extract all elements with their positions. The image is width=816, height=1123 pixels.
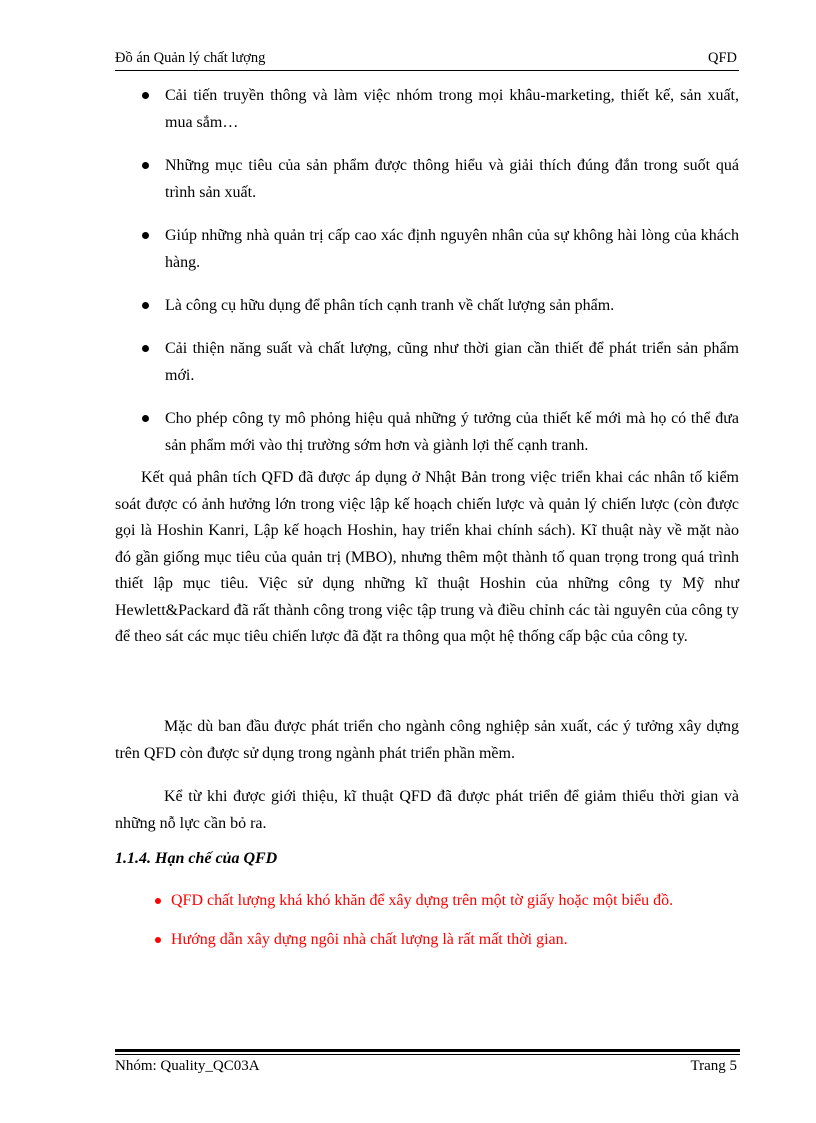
footer-rule-thin [115, 1054, 740, 1055]
paragraph-development: Kể từ khi được giới thiệu, kĩ thuật QFD đã được phát triển để giảm thiểu thời gian và những nỗ lực cần bỏ ra. [115, 788, 739, 832]
header-title: Đồ án Quản lý chất lượng [115, 50, 266, 66]
list-item-text: Cải tiến truyền thông và làm việc nhóm trong mọi khâu-marketing, thiết kế, sản xuất, mua sắm… [165, 87, 739, 131]
list-item-text: Những mục tiêu của sản phẩm được thông hiểu và giải thích đúng đắn trong suốt quá trình sản xuất. [165, 157, 739, 201]
header-rule [115, 70, 739, 71]
list-item-text: Hướng dẫn xây dựng ngôi nhà chất lượng là rất mất thời gian. [171, 931, 568, 948]
bullet-icon [142, 232, 149, 239]
list-item [115, 82, 739, 136]
page-header [115, 50, 737, 70]
list-item [115, 335, 739, 389]
limitations-list [115, 887, 739, 965]
list-item [115, 887, 739, 914]
paragraph-hoshin: Kết quả phân tích QFD đã được áp dụng ở Nhật Bản trong việc triển khai các nhân tố kiểm soát được có ảnh hưởng lớn trong việc lập kế hoạch chiến lược và quản lý chiến lược (còn được gọi là Hoshin Kanri, Lập kế hoạch Hoshin, hay triển khai chính sách). Kĩ thuật này về mặt nào đó gần giống mục tiêu của quản trị (MBO), nhưng thêm một thành tố quan trọng trong quá trình thiết lập mục tiêu. Việc sử dụng những kĩ thuật Hoshin của những công ty Mỹ như Hewlett&Packard đã rất thành công trong việc tập trung và điều chỉnh các tài nguyên của công ty để theo sát các mục tiêu chiến lược đã đặt ra thông qua một hệ thống cấp bậc của công ty. [115, 469, 739, 645]
footer-rule-thick [115, 1049, 740, 1052]
bullet-icon [155, 898, 161, 904]
list-item [115, 222, 739, 276]
list-item-text: Cho phép công ty mô phỏng hiệu quả những ý tưởng của thiết kế mới mà họ có thể đưa sản phẩm mới vào thị trường sớm hơn và giành lợi thế cạnh tranh. [165, 410, 739, 454]
list-item-text: Là công cụ hữu dụng để phân tích cạnh tranh về chất lượng sản phẩm. [165, 297, 615, 314]
bullet-icon [142, 345, 149, 352]
list-item [115, 152, 739, 206]
list-item [115, 405, 739, 459]
bullet-icon [142, 92, 149, 99]
bullet-icon [142, 415, 149, 422]
bullet-icon [142, 302, 149, 309]
list-item-text: Cải thiện năng suất và chất lượng, cũng như thời gian cần thiết để phát triển sản phẩm mới. [165, 340, 739, 384]
paragraph-software: Mặc dù ban đầu được phát triển cho ngành công nghiệp sản xuất, các ý tưởng xây dựng trên QFD còn được sử dụng trong ngành phát triển phần mềm. [115, 718, 739, 762]
list-item [115, 292, 739, 319]
footer-group: Nhóm: Quality_QC03A [115, 1058, 260, 1074]
page-number: Trang 5 [690, 1058, 737, 1074]
benefits-list [115, 82, 739, 475]
list-item-text: Giúp những nhà quản trị cấp cao xác định nguyên nhân của sự không hài lòng của khách hàng. [165, 227, 739, 271]
list-item [115, 926, 739, 953]
page-footer [115, 1058, 737, 1080]
header-topic: QFD [707, 50, 737, 66]
list-item-text: QFD chất lượng khá khó khăn để xây dựng trên một tờ giấy hoặc một biểu đồ. [171, 892, 674, 909]
section-heading: 1.1.4. Hạn chế của QFD [115, 850, 278, 867]
bullet-icon [155, 937, 161, 943]
bullet-icon [142, 162, 149, 169]
